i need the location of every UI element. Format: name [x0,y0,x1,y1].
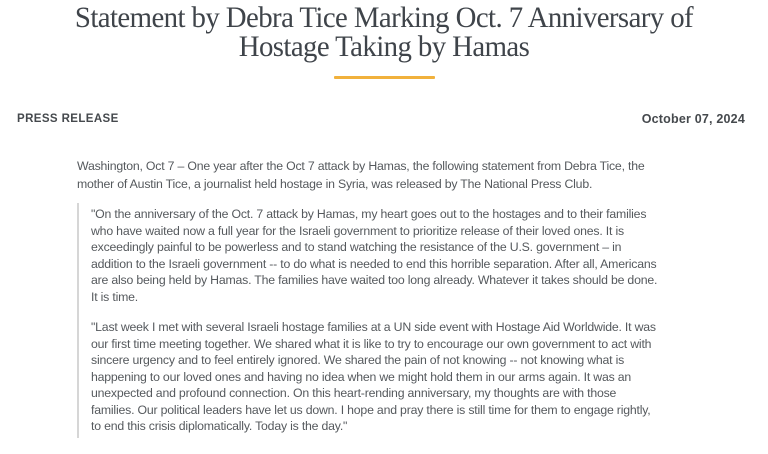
quote-paragraph: "Last week I met with several Israeli hostage families at a UN side event with Hostage Aid Worldwide. It was our first time meeting together. We shared what it is like to try to encourage our own government to act with sincere urgency and to feel entirely ignored. We shared the pain of not knowing -- not knowing what is happening to our loved ones and having no idea when we might hold them in our arms again. It was an unexpected and profound connection. On this heart-rending anniversary, my thoughts are with those families. Our political leaders have let us down. I hope and pray there is still time for them to engage rightly, to end this crisis diplomatically. Today is the day." [91,320,656,433]
press-release-label: PRESS RELEASE [17,113,119,125]
article-body [77,158,768,438]
meta-bar [0,112,768,126]
statement-blockquote [77,203,661,438]
publish-date: October 07, 2024 [641,112,745,126]
press-release-page [0,3,768,454]
page-title-line-1: Statement by Debra Tice Marking Oct. 7 Anniversary of [74,1,694,34]
title-divider [334,76,435,79]
quote-paragraph: "On the anniversary of the Oct. 7 attack by Hamas, my heart goes out to the hostages and to their families who have waited now a full year for the Israeli government to prioritize release of their loved ones. It is exceedingly painful to be powerless and to stand watching the resistance of the U.S. government – in addition to the Israeli government -- to do what is needed to end this horrible separation. After all, Americans are also being held by Hamas. The families have waited too long already. Whatever it takes should be done. It is time. [91,207,658,304]
intro-paragraph: Washington, Oct 7 – One year after the Oct 7 attack by Hamas, the following statement from Debra Tice, the mother of Austin Tice, a journalist held hostage in Syria, was released by The National Press Club. [77,159,645,191]
page-title [0,3,768,61]
page-title-line-2: Hostage Taking by Hamas [238,30,530,63]
